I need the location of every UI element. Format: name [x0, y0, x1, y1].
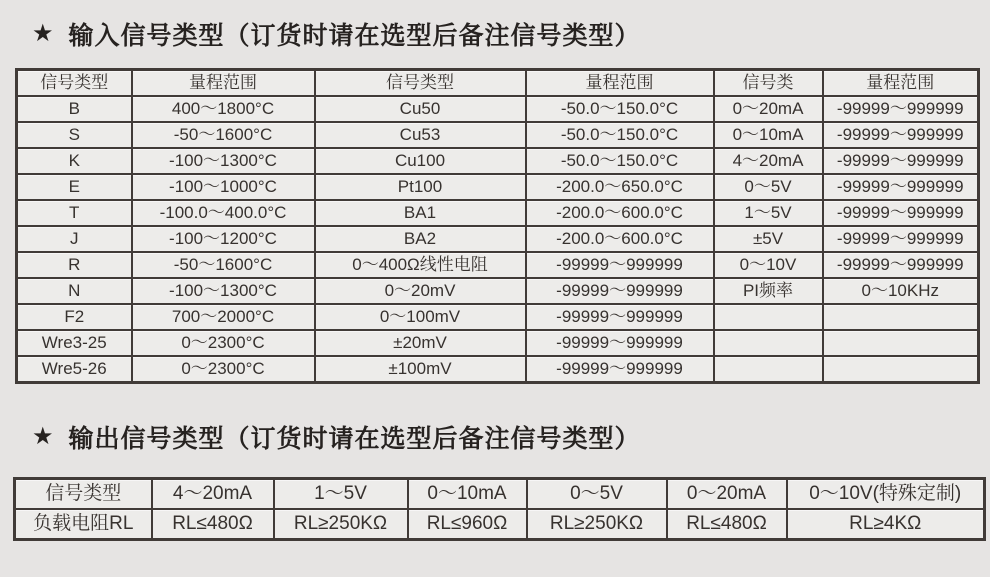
table-cell: RL≥4KΩ: [787, 509, 985, 540]
table-cell: BA1: [315, 200, 526, 226]
header-row: [15, 479, 985, 510]
table-cell: R: [17, 252, 132, 278]
table-row: [17, 122, 979, 148]
table-cell: -99999～999999: [823, 174, 979, 200]
table-cell: -99999～999999: [526, 330, 714, 356]
output-signal-table-header: [15, 479, 985, 510]
table-cell: -50～1600°C: [132, 252, 315, 278]
table-cell: -200.0～600.0°C: [526, 200, 714, 226]
table-cell: [714, 304, 823, 330]
input-signal-title-text: 输入信号类型（订货时请在选型后备注信号类型）: [68, 22, 641, 50]
table-row: [17, 330, 979, 356]
input-signal-table-header: [17, 70, 979, 97]
table-cell: -99999～999999: [526, 278, 714, 304]
table-cell: -99999～999999: [823, 226, 979, 252]
column-header: 0～5V: [527, 479, 667, 510]
table-cell: 0～100mV: [315, 304, 526, 330]
column-header: 量程范围: [132, 70, 315, 97]
table-cell: N: [17, 278, 132, 304]
table-row: [17, 278, 979, 304]
table-cell: RL≥250KΩ: [527, 509, 667, 540]
column-header: 量程范围: [823, 70, 979, 97]
table-cell: 1～5V: [714, 200, 823, 226]
table-cell: BA2: [315, 226, 526, 252]
table-cell: -100～1300°C: [132, 148, 315, 174]
column-header: 0～20mA: [667, 479, 787, 510]
table-cell: -50.0～150.0°C: [526, 122, 714, 148]
table-cell: -99999～999999: [526, 304, 714, 330]
table-cell: ±100mV: [315, 356, 526, 383]
table-cell: RL≤480Ω: [667, 509, 787, 540]
output-signal-table-body: [15, 509, 985, 540]
column-header: 0～10V(特殊定制): [787, 479, 985, 510]
table-cell: 0～2300°C: [132, 356, 315, 383]
table-cell: Pt100: [315, 174, 526, 200]
table-cell: B: [17, 96, 132, 122]
table-cell: 0～10V: [714, 252, 823, 278]
table-cell: K: [17, 148, 132, 174]
table-cell: -100～1300°C: [132, 278, 315, 304]
column-header: 信号类型: [315, 70, 526, 97]
table-cell: -99999～999999: [823, 96, 979, 122]
table-cell: -99999～999999: [526, 252, 714, 278]
table-cell: ±5V: [714, 226, 823, 252]
table-cell: 0～10mA: [714, 122, 823, 148]
table-cell: ±20mV: [315, 330, 526, 356]
table-cell: RL≤960Ω: [408, 509, 527, 540]
table-cell: -50.0～150.0°C: [526, 96, 714, 122]
column-header: 信号类: [714, 70, 823, 97]
table-cell: 负载电阻RL: [15, 509, 152, 540]
table-cell: 0～20mA: [714, 96, 823, 122]
output-signal-section-title: [32, 419, 641, 455]
table-cell: [823, 356, 979, 383]
table-cell: 0～400Ω线性电阻: [315, 252, 526, 278]
table-cell: Cu100: [315, 148, 526, 174]
table-cell: -99999～999999: [823, 252, 979, 278]
input-signal-table: [15, 68, 980, 384]
column-header: 1～5V: [274, 479, 408, 510]
table-cell: [714, 356, 823, 383]
table-cell: S: [17, 122, 132, 148]
table-cell: E: [17, 174, 132, 200]
table-row: [17, 356, 979, 383]
table-cell: -50～1600°C: [132, 122, 315, 148]
table-cell: -99999～999999: [823, 200, 979, 226]
table-cell: -100～1200°C: [132, 226, 315, 252]
table-row: [17, 148, 979, 174]
table-cell: Cu53: [315, 122, 526, 148]
table-cell: 4～20mA: [714, 148, 823, 174]
table-cell: -100～1000°C: [132, 174, 315, 200]
table-cell: J: [17, 226, 132, 252]
table-cell: T: [17, 200, 132, 226]
table-cell: RL≥250KΩ: [274, 509, 408, 540]
table-cell: -50.0～150.0°C: [526, 148, 714, 174]
table-cell: [714, 330, 823, 356]
table-cell: Wre5-26: [17, 356, 132, 383]
star-icon: ★: [32, 20, 55, 47]
output-signal-title-text: 输出信号类型（订货时请在选型后备注信号类型）: [68, 425, 641, 453]
table-cell: [823, 304, 979, 330]
table-row: [17, 96, 979, 122]
table-cell: Wre3-25: [17, 330, 132, 356]
table-cell: -99999～999999: [823, 148, 979, 174]
table-cell: [823, 330, 979, 356]
table-cell: -200.0～650.0°C: [526, 174, 714, 200]
column-header: 4～20mA: [152, 479, 274, 510]
table-cell: F2: [17, 304, 132, 330]
table-cell: 0～5V: [714, 174, 823, 200]
table-row: [17, 200, 979, 226]
input-signal-table-body: [17, 96, 979, 383]
table-row: [17, 304, 979, 330]
table-row: [17, 252, 979, 278]
table-cell: 400～1800°C: [132, 96, 315, 122]
table-cell: PI频率: [714, 278, 823, 304]
input-signal-section-title: [32, 16, 641, 52]
column-header: 信号类型: [15, 479, 152, 510]
table-row: [17, 226, 979, 252]
table-cell: RL≤480Ω: [152, 509, 274, 540]
table-cell: 700～2000°C: [132, 304, 315, 330]
star-icon: ★: [32, 423, 55, 450]
table-row: [17, 174, 979, 200]
table-cell: -200.0～600.0°C: [526, 226, 714, 252]
table-cell: -99999～999999: [823, 122, 979, 148]
table-cell: -99999～999999: [526, 356, 714, 383]
table-cell: 0～2300°C: [132, 330, 315, 356]
column-header: 0～10mA: [408, 479, 527, 510]
output-signal-table: [13, 477, 986, 541]
table-cell: 0～10KHz: [823, 278, 979, 304]
table-row: [15, 509, 985, 540]
column-header: 量程范围: [526, 70, 714, 97]
header-row: [17, 70, 979, 97]
table-cell: -100.0～400.0°C: [132, 200, 315, 226]
column-header: 信号类型: [17, 70, 132, 97]
table-cell: Cu50: [315, 96, 526, 122]
table-cell: 0～20mV: [315, 278, 526, 304]
